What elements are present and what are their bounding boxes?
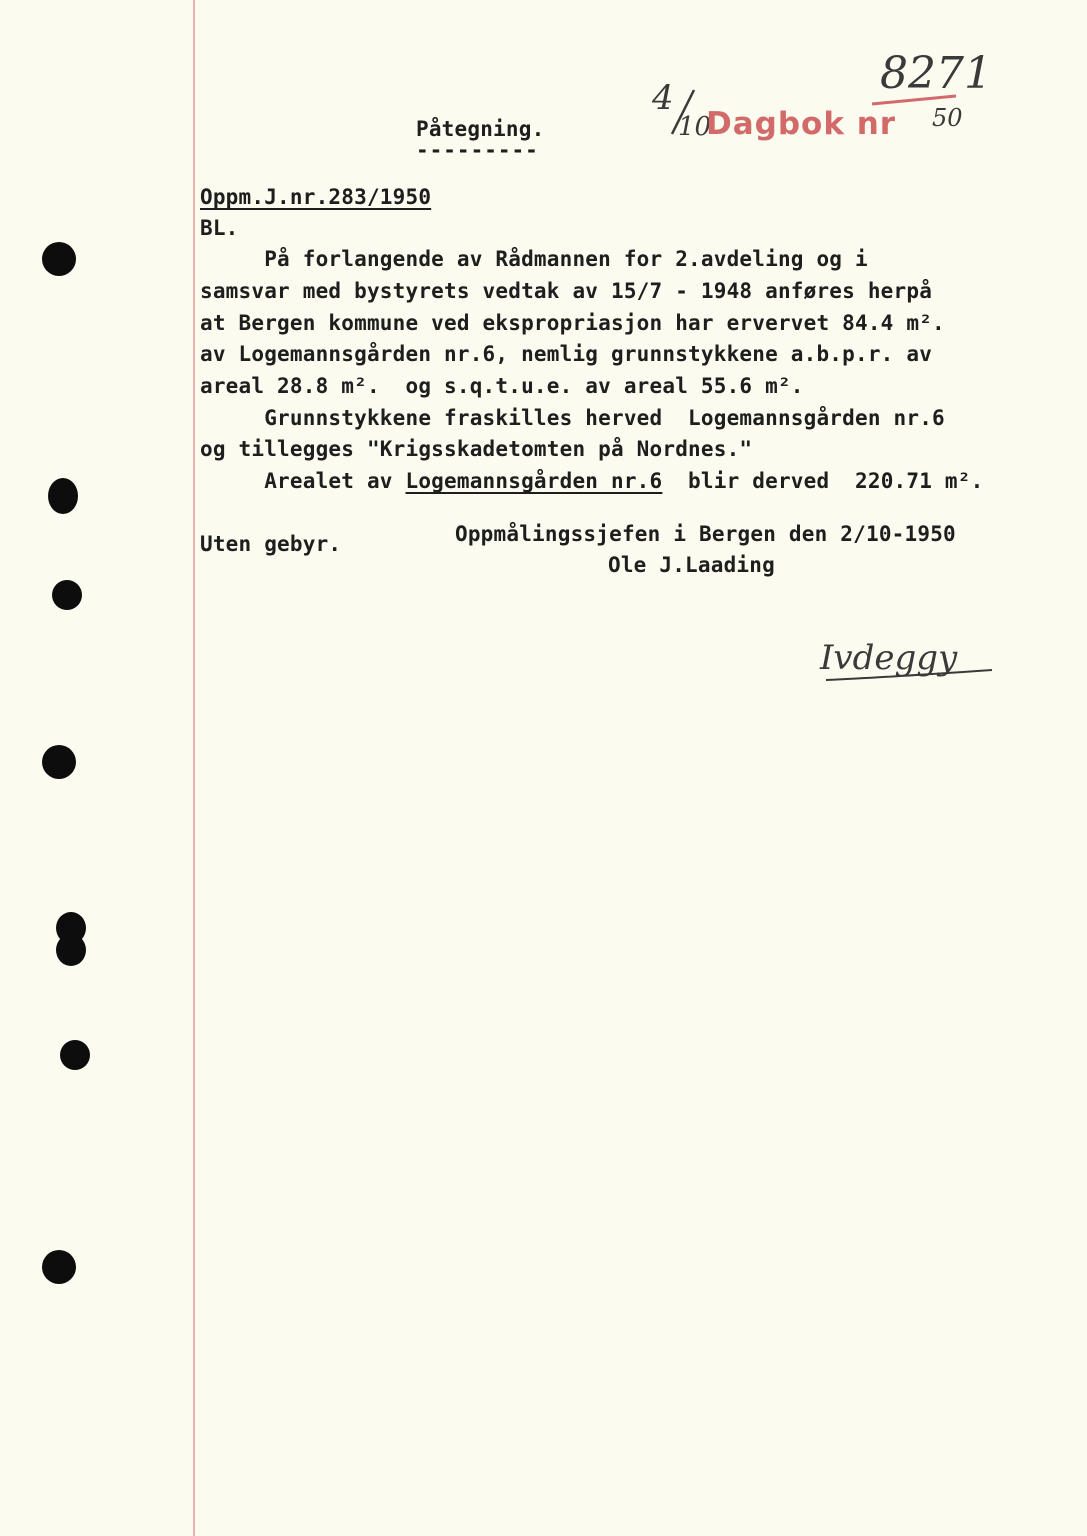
signature-stroke-icon: [824, 668, 994, 688]
body-line-8: [200, 468, 983, 494]
document-heading: Påtegning.: [416, 117, 545, 141]
journal-number: 8271: [880, 48, 992, 99]
issuer-name: Ole J.Laading: [608, 553, 775, 577]
issuer-line: Oppmålingssjefen i Bergen den 2/10-1950: [455, 522, 956, 546]
signature: Ivdeggy: [820, 638, 958, 678]
punch-hole-icon: [48, 478, 78, 514]
journal-year: 50: [932, 104, 963, 132]
body-line-1: På forlangende av Rådmannen for 2.avdeling og i: [200, 247, 868, 271]
stamp-date-denominator: 10: [678, 112, 712, 142]
fee-note: Uten gebyr.: [200, 532, 342, 556]
heading-rule: ---------: [416, 138, 539, 162]
body-line-2: samsvar med bystyrets vedtak av 15/7 - 1948 anføres herpå: [200, 279, 933, 303]
body-line-7: og tillegges "Krigsskadetomten på Nordnes.": [200, 437, 753, 461]
punch-hole-icon: [42, 1250, 76, 1284]
body-line-3: at Bergen kommune ved ekspropriasjon har ervervet 84.4 m².: [200, 311, 945, 335]
stamp-date-numerator: 4: [652, 78, 674, 118]
property-name: Logemannsgården nr.6: [405, 469, 663, 493]
punch-hole-icon: [60, 1040, 90, 1070]
body-line-5: areal 28.8 m². og s.q.t.u.e. av areal 55.6 m².: [200, 374, 804, 398]
body-line-8-start: Arealet av: [200, 469, 406, 493]
body-line-4: av Logemannsgården nr.6, nemlig grunnstykkene a.b.p.r. av: [200, 342, 933, 366]
punch-hole-icon: [42, 242, 76, 276]
body-line-8-end: blir derved 220.71 m².: [662, 469, 984, 493]
addressee: BL.: [200, 216, 239, 240]
journal-reference: Oppm.J.nr.283/1950: [200, 185, 432, 209]
punch-hole-icon: [42, 745, 76, 779]
margin-line: [193, 0, 195, 1536]
body-line-6: Grunnstykkene fraskilles herved Logemannsgården nr.6: [200, 406, 945, 430]
journal-stamp-label: Dagbok nr: [706, 106, 897, 142]
punch-hole-icon: [56, 934, 86, 966]
punch-hole-icon: [52, 580, 82, 610]
